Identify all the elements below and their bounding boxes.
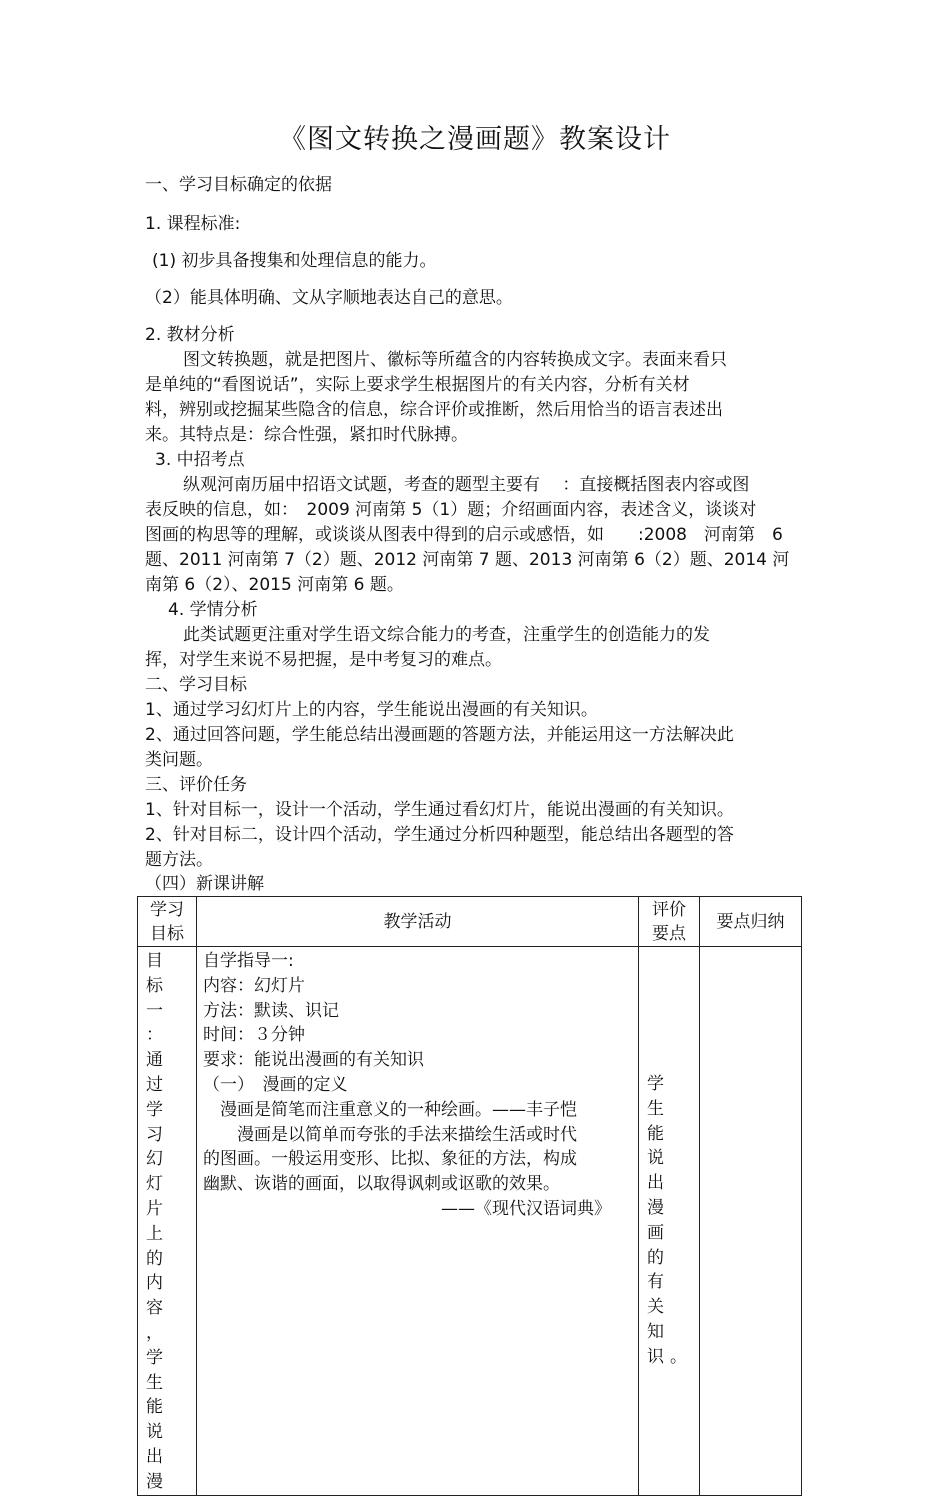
table-header-row xyxy=(138,897,802,947)
activity-line: 漫画是简笔而注重意义的一种绘画。——丰子恺 xyxy=(203,1099,577,1120)
goal-item-1: 1、通过学习幻灯片上的内容，学生能说出漫画的有关知识。 xyxy=(145,700,598,720)
eval-task-1: 1、针对目标一，设计一个活动，学生通过看幻灯片，能说出漫画的有关知识。 xyxy=(145,800,734,820)
para2-line-2: 是单纯的“看图说话”，实际上要求学生根据图片的有关内容，分析有关材 xyxy=(145,375,690,395)
para2-line-1: 图文转换题，就是把图片、徽标等所蕴含的内容转换成文字。表面来看只 xyxy=(183,350,727,370)
section1-sub3: 3. 中招考点 xyxy=(155,450,245,470)
para4-line-1: 此类试题更注重对学生语文综合能力的考查，注重学生的创造能力的发 xyxy=(183,625,710,645)
header-goal: 学习 目标 xyxy=(138,897,197,947)
para4-line-2: 挥，对学生来说不易把握，是中考复习的难点。 xyxy=(145,650,502,670)
activity-cell xyxy=(197,947,639,1496)
section1-heading: 一、学习目标确定的依据 xyxy=(145,175,332,195)
section1-sub4: 4. 学情分析 xyxy=(168,600,258,620)
para2-line-4: 来。其特点是：综合性强，紧扣时代脉搏。 xyxy=(145,425,468,445)
para3-line-1: 纵观河南历届中招语文试题，考查的题型主要有 ：直接概括图表内容或图 xyxy=(183,475,750,495)
activity-line: 幽默、诙谐的画面，以取得讽刺或讴歌的效果。 xyxy=(203,1174,560,1195)
activity-line: 漫画是以简单而夸张的手法来描绘生活或时代 xyxy=(203,1124,577,1145)
goal-item-2: 2、通过回答问题，学生能总结出漫画题的答题方法，并能运用这一方法解决此 xyxy=(145,725,734,745)
section1-sub2: 2. 教材分析 xyxy=(145,325,235,345)
activity-line: 时间：３分钟 xyxy=(203,1025,305,1046)
summary-cell xyxy=(700,947,802,1496)
para3-line-4: 题、2011 河南第 7（2）题、2012 河南第 7 题、2013 河南第 6（2）题、2014 河 xyxy=(145,550,790,570)
section3-heading: 三、评价任务 xyxy=(145,775,247,795)
table-row xyxy=(138,947,802,1496)
eval-task-2: 2、针对目标二，设计四个活动，学生通过分析四种题型，能总结出各题型的答 xyxy=(145,825,734,845)
activity-line: 内容：幻灯片 xyxy=(203,975,305,996)
activity-line: （一） 漫画的定义 xyxy=(203,1074,348,1095)
section1-sub1: 1. 课程标准: xyxy=(145,214,241,234)
goal-cell: 目 标 一 ： 通 过 学 习 幻 灯 片 上 的 内 容 ， 学 生 能 说 出 漫 xyxy=(138,947,197,1496)
header-eval: 评价 要点 xyxy=(639,897,700,947)
para3-line-2: 表反映的信息，如： 2009 河南第 5（1）题；介绍画面内容，表述含义，谈谈对 xyxy=(145,500,757,520)
goal-item-2-cont: 类问题。 xyxy=(145,750,213,770)
document-title: 《图文转换之漫画题》教案设计 xyxy=(279,124,671,155)
lesson-table xyxy=(137,896,802,1496)
activity-line: 方法：默读、识记 xyxy=(203,1000,339,1021)
activity-line: 要求：能说出漫画的有关知识 xyxy=(203,1050,424,1071)
standard-2: （2）能具体明确、文从字顺地表达自己的意思。 xyxy=(145,288,513,308)
header-activity: 教学活动 xyxy=(197,897,639,947)
para2-line-3: 料，辨别或挖掘某些隐含的信息，综合评价或推断，然后用恰当的语言表述出 xyxy=(145,400,723,420)
activity-line: ——《现代汉语词典》 xyxy=(203,1198,611,1219)
header-summary: 要点归纳 xyxy=(700,897,802,947)
standard-1: (1) 初步具备搜集和处理信息的能力。 xyxy=(152,251,437,271)
eval-task-2-cont: 题方法。 xyxy=(145,850,213,870)
activity-line: 自学指导一: xyxy=(203,951,294,971)
para3-line-5: 南第 6（2）、2015 河南第 6 题。 xyxy=(145,575,404,595)
eval-cell: 学 生 能 说 出 漫 画 的 有 关 知 识。 xyxy=(639,947,700,1496)
activity-line: 的图画。一般运用变形、比拟、象征的方法，构成 xyxy=(203,1149,577,1170)
section4-heading: （四）新课讲解 xyxy=(145,874,264,894)
para3-line-3: 图画的构思等的理解，或谈谈从图表中得到的启示或感悟，如 :2008 河南第 6 xyxy=(145,525,783,545)
section2-heading: 二、学习目标 xyxy=(145,675,247,695)
